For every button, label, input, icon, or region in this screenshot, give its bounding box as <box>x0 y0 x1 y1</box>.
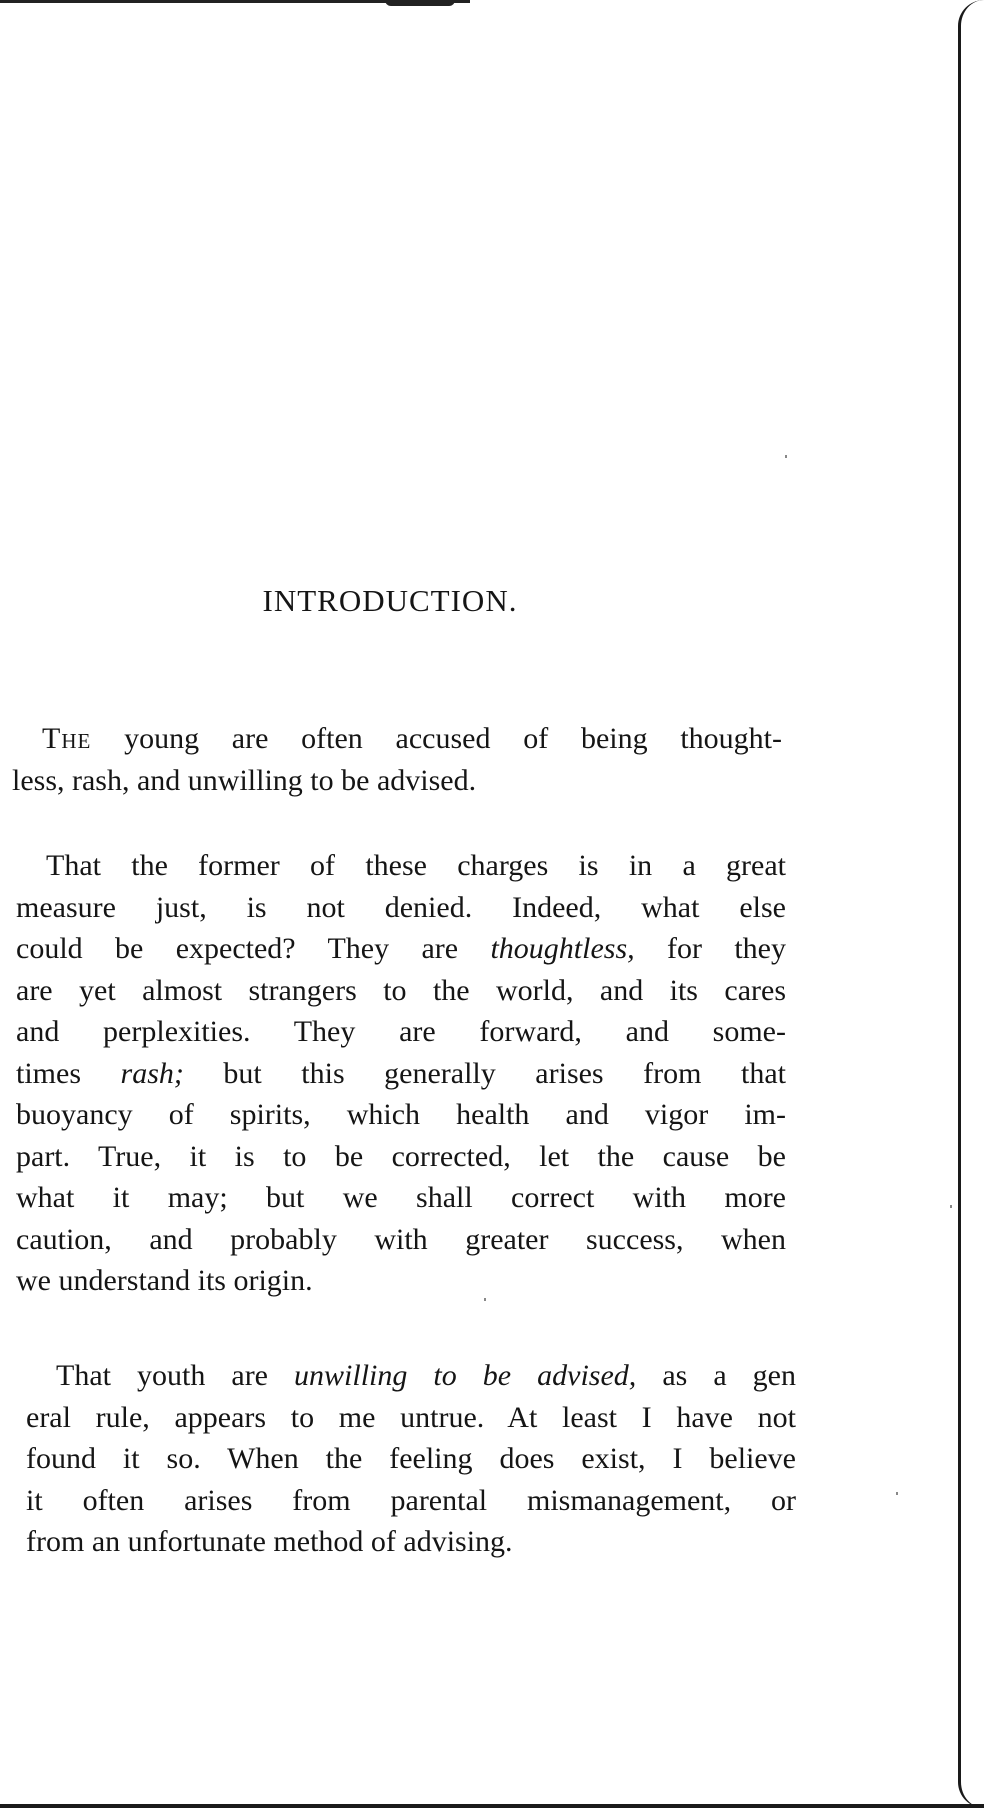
text-line: what it may; but we shall correct with more <box>16 1181 786 1214</box>
scan-edge-top-mark <box>385 0 455 6</box>
page-title: INTRODUCTION. <box>262 583 518 618</box>
text-line: That the former of these charges is in a great <box>46 849 786 882</box>
text-line: The young are often accused of being thought- <box>42 722 782 755</box>
text-line: times rash; but this generally arises from that <box>16 1056 786 1090</box>
text-line: measure just, is not denied. Indeed, what else <box>16 890 786 924</box>
small-caps-lead: The <box>42 722 92 755</box>
paragraph-3 <box>26 1355 796 1563</box>
italic-emphasis: rash; <box>120 1056 184 1090</box>
scan-page-edge-right <box>958 0 984 1808</box>
text-line: we understand its origin. <box>16 1264 313 1297</box>
text-line: That youth are unwilling to be advised, as a gen <box>56 1359 797 1392</box>
text-line: and perplexities. They are forward, and some- <box>16 1015 786 1048</box>
text-line: are yet almost strangers to the world, and its cares <box>16 973 786 1007</box>
scan-speck <box>950 1205 952 1208</box>
text-line: caution, and probably with greater success, when <box>16 1222 786 1256</box>
text-line: eral rule, appears to me untrue. At least I have not <box>26 1400 796 1434</box>
text-line: found it so. When the feeling does exist, I believe <box>26 1442 796 1475</box>
text-line: buoyancy of spirits, which health and vigor im- <box>16 1098 786 1131</box>
text-line: could be expected? They are thoughtless, for they <box>16 932 786 965</box>
text-line: part. True, it is to be corrected, let the cause be <box>16 1139 786 1173</box>
italic-emphasis: unwilling to be advised, <box>294 1359 637 1392</box>
paragraph-2 <box>16 845 786 1302</box>
scan-speck <box>896 1492 898 1495</box>
italic-emphasis: thoughtless, <box>490 932 635 965</box>
paragraph-1 <box>12 718 782 801</box>
scan-edge-bottom <box>0 1804 984 1808</box>
text-line: it often arises from parental mismanagement, or <box>26 1483 796 1517</box>
text-line: from an unfortunate method of advising. <box>26 1525 513 1558</box>
scan-speck <box>785 455 787 458</box>
text-line: less, rash, and unwilling to be advised. <box>12 763 477 797</box>
